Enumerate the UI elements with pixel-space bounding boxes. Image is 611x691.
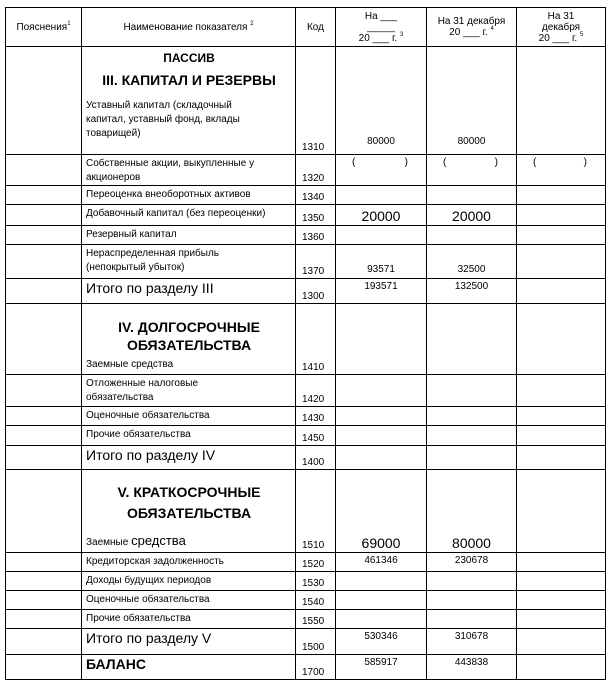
- header-code: Код: [296, 8, 336, 47]
- section-iv-title: IV. ДОЛГОСРОЧНЫЕ ОБЯЗАТЕЛЬСТВА: [118, 319, 260, 353]
- table-row: БАЛАНС 1700 585917 443838: [6, 655, 606, 680]
- table-row: Доходы будущих периодов 1530: [6, 572, 606, 591]
- balance-liabilities-table: [5, 7, 606, 680]
- table-row: Прочие обязательства 1450: [6, 426, 606, 446]
- table-row: Оценочные обязательства 1430: [6, 407, 606, 426]
- liability-title: ПАССИВ: [163, 51, 215, 65]
- header-period-1: На ___ _____ 20 ___ г. $^3$: [336, 8, 427, 47]
- header-notes: Пояснения$^1$: [6, 8, 82, 47]
- table-row: Отложенные налоговые обязательства 1420: [6, 375, 606, 407]
- table-row: ПАССИВ III. КАПИТАЛ И РЕЗЕРВЫ Уставный капитал (складочный капитал, уставный фонд, вклады товарищей) 1310 80000 80000: [6, 47, 606, 155]
- header-period-3: На 31 декабря 20 ___ г. $^5$: [517, 8, 606, 47]
- row-code: 1310: [296, 47, 336, 155]
- table-row: Переоценка внеоборотных активов 1340: [6, 186, 606, 205]
- section-iii-title: III. КАПИТАЛ И РЕЗЕРВЫ: [102, 72, 276, 88]
- table-row: Резервный капитал 1360: [6, 226, 606, 245]
- table-row: Собственные акции, выкупленные у акционеров 1320 ( ) ( ) ( ): [6, 155, 606, 186]
- row-label: Заемные средства: [86, 533, 186, 548]
- table-row: Добавочный капитал (без переоценки) 1350 20000 20000: [6, 205, 606, 226]
- table-row: Итого по разделу V 1500 530346 310678: [6, 629, 606, 655]
- header-indicator-name: Наименование показателя $^2$: [82, 8, 296, 47]
- row-label: Уставный капитал (складочный капитал, уставный фонд, вклады товарищей): [86, 100, 240, 139]
- header-row: [6, 8, 606, 47]
- table-row: Прочие обязательства 1550: [6, 610, 606, 629]
- table-row: V. КРАТКОСРОЧНЫЕ ОБЯЗАТЕЛЬСТВА Заемные средства 1510 69000 80000: [6, 470, 606, 553]
- section-v-title: V. КРАТКОСРОЧНЫЕ ОБЯЗАТЕЛЬСТВА: [117, 484, 261, 521]
- table-row: Кредиторская задолженность 1520 461346 230678: [6, 553, 606, 572]
- table-row: Итого по разделу III 1300 193571 132500: [6, 279, 606, 304]
- table-row: Оценочные обязательства 1540: [6, 591, 606, 610]
- table-row: IV. ДОЛГОСРОЧНЫЕ ОБЯЗАТЕЛЬСТВА Заемные средства 1410: [6, 304, 606, 375]
- header-period-2: На 31 декабря 20 ___ г. $^4$: [427, 8, 517, 47]
- table-row: Итого по разделу IV 1400: [6, 446, 606, 470]
- table-row: Нераспределенная прибыль (непокрытый убыток) 1370 93571 32500: [6, 245, 606, 279]
